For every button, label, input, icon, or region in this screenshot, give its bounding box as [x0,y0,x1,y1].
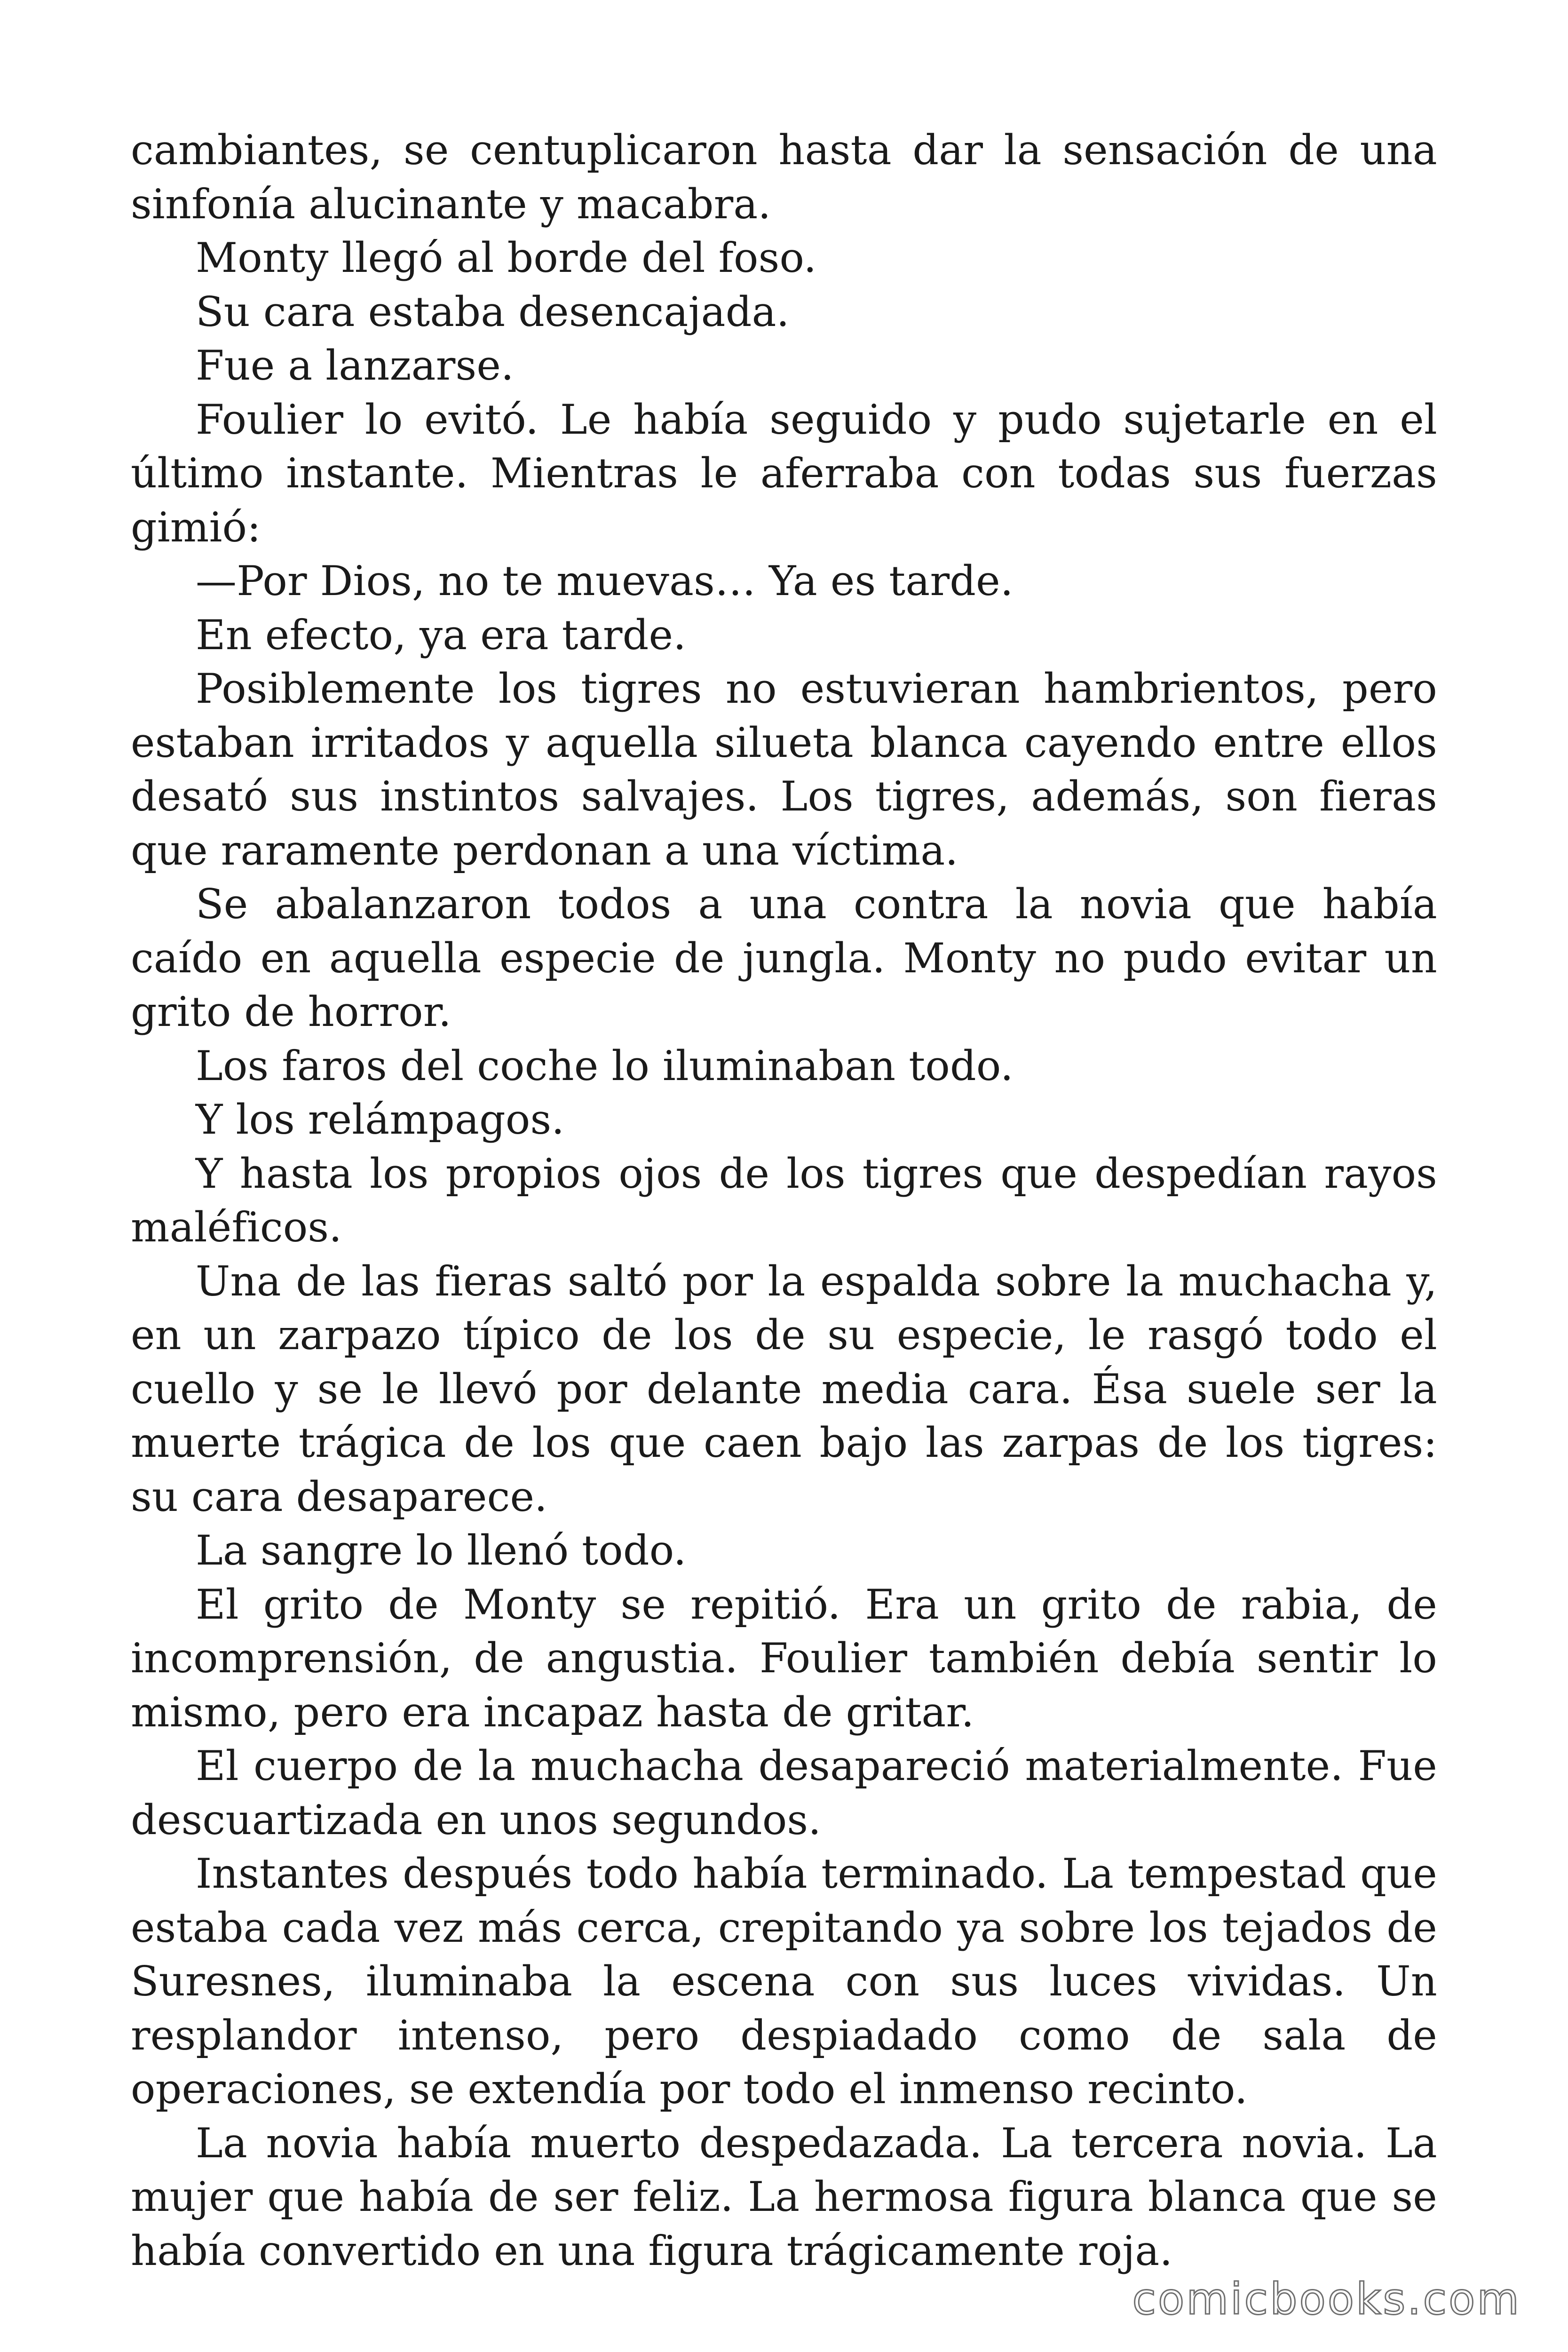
paragraph: La sangre lo llenó todo. [196,1526,687,1574]
paragraph: Instantes después todo había terminado. La tempestad que estaba cada vez más cerca, crepitando ya sobre los tejados de Suresnes, iluminaba la escena con sus luces vividas. Un resplandor intenso, pero despiadado como de sala de operaciones, se extendía por todo el inmenso recinto. [131,1850,1437,2113]
paragraph: Fue a lanzarse. [196,342,514,389]
paragraph: Y hasta los propios ojos de los tigres que despedían rayos maléficos. [131,1149,1437,1251]
watermark: comicbooks.com [1132,2274,1521,2324]
paragraph: —Por Dios, no te muevas… Ya es tarde. [196,557,1014,605]
paragraph: Foulier lo evitó. Le había seguido y pudo sujetarle en el último instante. Mientras le aferraba con todas sus fuerzas gimió: [131,395,1437,551]
paragraph: Monty llegó al borde del foso. [196,234,817,282]
paragraph: Su cara estaba desencajada. [196,287,790,336]
paragraph: Posiblemente los tigres no estuvieran hambrientos, pero estaban irritados y aquella silueta blanca cayendo entre ellos desató sus instintos salvajes. Los tigres, además, son fieras que raramente perdonan a una víctima. [131,665,1437,874]
paragraph: El cuerpo de la muchacha desapareció materialmente. Fue descuartizada en unos segundos. [131,1742,1437,1844]
paragraph: Una de las fieras saltó por la espalda sobre la muchacha y, en un zarpazo típico de los de su especie, le rasgó todo el cuello y se le llevó por delante media cara. Ésa suele ser la muerte trágica de los que caen bajo las zarpas de los tigres: su cara desaparece. [131,1257,1437,1521]
paragraph: Se abalanzaron todos a una contra la novia que había caído en aquella especie de jungla. Monty no pudo evitar un grito de horror. [131,880,1437,1036]
page-body-text [131,123,1437,2278]
paragraph: Y los relámpagos. [196,1096,565,1144]
paragraph: La novia había muerto despedazada. La tercera novia. La mujer que había de ser feliz. La hermosa figura blanca que se había convertido en una figura trágicamente roja. [131,2119,1437,2275]
paragraph: El grito de Monty se repitió. Era un grito de rabia, de incomprensión, de angustia. Foulier también debía sentir lo mismo, pero era incapaz hasta de gritar. [131,1580,1437,1736]
paragraph: Los faros del coche lo iluminaban todo. [196,1041,1014,1090]
paragraph: cambiantes, se centuplicaron hasta dar la sensación de una sinfonía alucinante y macabra. [131,126,1437,228]
paragraph: En efecto, ya era tarde. [196,611,687,659]
